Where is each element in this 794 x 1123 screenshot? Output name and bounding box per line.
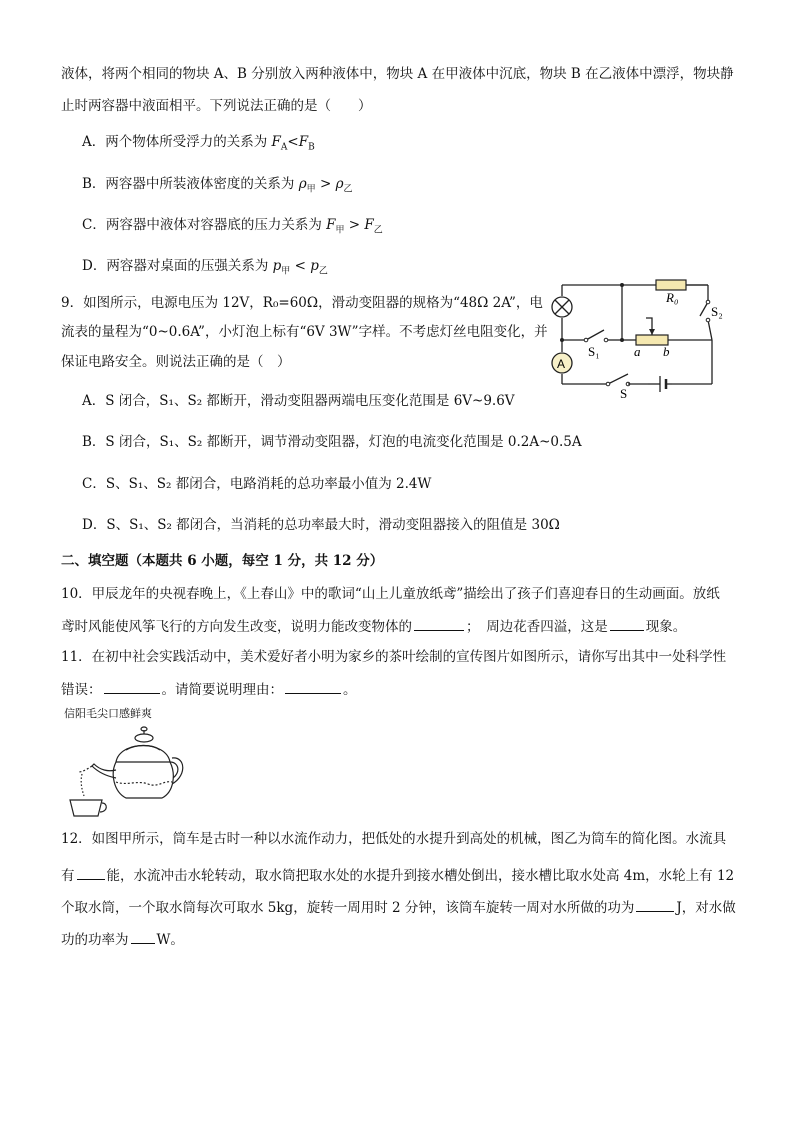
q9-option-c[interactable]: C．S、S₁、S₂ 都闭合，电路消耗的总功率最小值为 2.4W — [82, 476, 432, 492]
q10-text-part-1: 鸢时风能使风筝飞行的方向发生改变，说明力能改变物体的 — [61, 619, 412, 635]
q9-option-a[interactable]: A．S 闭合，S₁、S₂ 都断开，滑动变阻器两端电压变化范围是 6V~9.6V — [82, 393, 515, 409]
q12-text-part-3: 个取水筒，一个取水筒每次可取水 5kg，旋转一周用时 2 分钟，该筒车旋转一周对水所做的功为 — [61, 900, 635, 916]
q10-blank-1[interactable] — [414, 616, 464, 631]
q8-option-d-expr: $p_甲 < p_乙$ — [272, 258, 328, 277]
teapot-figure-caption: 信阳毛尖口感鲜爽 — [64, 707, 152, 720]
teapot-illustration — [64, 720, 194, 822]
circuit-label-a: a — [634, 344, 641, 359]
q11-text-part-1: 错误： — [61, 682, 102, 698]
q8-option-c[interactable] — [82, 216, 383, 240]
q11-text-part-3: 。 — [343, 682, 357, 698]
circuit-diagram — [548, 272, 723, 401]
q12-text-line-3 — [61, 897, 736, 917]
q12-text-part-5: 功的功率为 — [61, 932, 129, 948]
q12-text-line-1: 12．如图甲所示，筒车是古时一种以水流作动力，把低处的水提升到高处的机械，图乙为筒车的简化图。水流具 — [61, 831, 727, 847]
q8-option-c-expr: $F_甲 > F_乙$ — [326, 217, 383, 236]
q10-text-line-1: 10．甲辰龙年的央视春晚上，《上春山》中的歌词“山上儿童放纸鸢”描绘出了孩子们喜迎春日的生动画面。放纸 — [61, 586, 720, 602]
q8-option-b-label: B．两容器中所装液体密度的关系为 — [82, 176, 299, 192]
q8-text-line-2: 止时两容器中液面相平。下列说法正确的是（ ） — [61, 98, 372, 114]
q11-text-part-2: 。请简要说明理由： — [161, 682, 283, 698]
q9-option-b[interactable]: B．S 闭合，S₁、S₂ 都断开，调节滑动变阻器，灯泡的电流变化范围是 0.2A~0.5A — [82, 434, 582, 450]
q12-blank-2[interactable] — [636, 897, 674, 912]
q12-blank-1[interactable] — [77, 865, 105, 880]
q12-text-line-2 — [61, 865, 734, 885]
q9-text-line-1: 9．如图所示，电源电压为 12V，R₀=60Ω，滑动变阻器的规格为“48Ω 2A”，电 — [61, 295, 543, 311]
q12-text-part-2: 能，水流冲击水轮转动，取水筒把取水处的水提升到接水槽处倒出，接水槽比取水处高 4m，水轮上有 12 — [106, 868, 735, 884]
circuit-label-b: b — [663, 344, 670, 359]
q9-text-line-2: 流表的量程为“0~0.6A”，小灯泡上标有“6V 3W”字样。不考虑灯丝电阻变化，并 — [61, 324, 548, 340]
q8-option-d-label: D．两容器对桌面的压强关系为 — [82, 258, 273, 274]
q12-text-line-4 — [61, 929, 184, 949]
q10-blank-2[interactable] — [610, 616, 644, 631]
q8-option-b[interactable] — [82, 175, 353, 199]
q8-option-d[interactable] — [82, 257, 328, 281]
section-2-title: 二、填空题（本题共 6 小题，每空 1 分，共 12 分） — [61, 553, 384, 569]
q9-text-line-3: 保证电路安全。则说法正确的是（ ） — [61, 354, 291, 370]
q8-option-c-label: C．两容器中液体对容器底的压力关系为 — [82, 217, 327, 233]
q8-option-b-expr: $\rho_甲 > \rho_乙$ — [298, 176, 353, 195]
q11-blank-1[interactable] — [104, 679, 160, 694]
ammeter-icon: A — [557, 357, 566, 371]
q11-text-line-2 — [61, 679, 357, 699]
q11-text-line-1: 11．在初中社会实践活动中，美术爱好者小明为家乡的茶叶绘制的宣传图片如图所示，请你写出其中一处科学性 — [61, 649, 727, 665]
q12-blank-3[interactable] — [131, 929, 155, 944]
q12-text-part-4: J，对水做 — [676, 900, 736, 916]
q8-text-line-1: 液体，将两个相同的物块 A、B 分别放入两种液体中，物块 A 在甲液体中沉底，物块 B 在乙液体中漂浮，物块静 — [61, 66, 734, 82]
q9-option-d[interactable]: D．S、S₁、S₂ 都闭合，当消耗的总功率最大时，滑动变阻器接入的阻值是 30Ω — [82, 517, 560, 533]
circuit-label-s: S — [620, 386, 628, 401]
q10-text-part-2: ； 周边花香四溢，这是 — [466, 619, 608, 635]
q8-option-a[interactable] — [82, 133, 315, 157]
circuit-label-s2: S₂ — [711, 304, 723, 319]
q8-option-a-expr: $F_A<F_B$ — [271, 134, 315, 153]
q11-blank-2[interactable] — [285, 679, 341, 694]
circuit-label-r0: R₀ — [666, 290, 679, 305]
q12-text-part-6: W。 — [156, 932, 184, 948]
q10-text-part-3: 现象。 — [645, 619, 687, 635]
circuit-label-s1: S₁ — [588, 344, 600, 359]
q8-option-a-label: A．两个物体所受浮力的关系为 — [82, 134, 272, 150]
q12-text-part-1: 有 — [61, 868, 75, 884]
q10-text-line-2 — [61, 616, 686, 636]
